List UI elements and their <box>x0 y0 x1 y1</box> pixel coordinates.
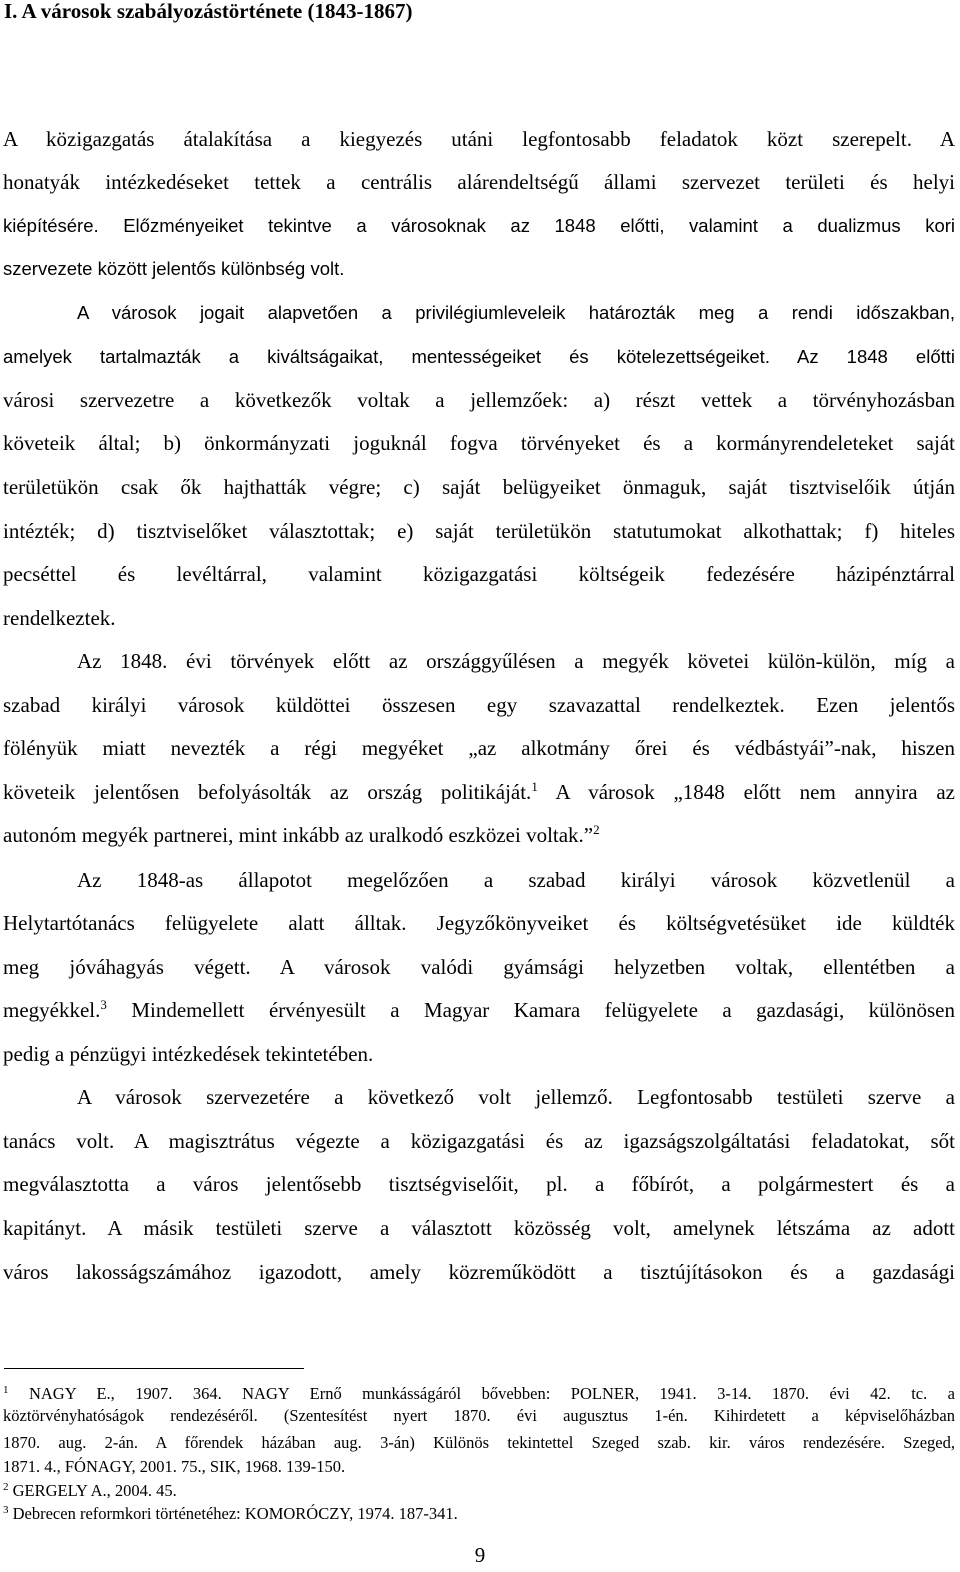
body-line: fölényük miatt nevezték a régi megyéket „az alkotmány őrei és védbástyái”-nak, hiszen <box>3 736 955 760</box>
body-line: Az 1848-as állapotot megelőzően a szabad királyi városok közvetlenül a <box>77 868 955 892</box>
body-line: kiépítésére. Előzményeiket tekintve a városoknak az 1848 előtti, valamint a dualizmus kori <box>3 215 955 236</box>
body-text: autonóm megyék partnerei, mint inkább az uralkodó eszközei voltak.” <box>3 823 594 847</box>
footnote-ref[interactable]: 3 <box>100 997 107 1012</box>
footnote <box>3 1383 955 1405</box>
body-line: szabad királyi városok küldöttei összesen egy szavazattal rendelkeztek. Ezen jelentős <box>3 693 955 717</box>
footnote: 1870. aug. 2-án. A főrendek házában aug. 3-án) Különös tekintettel Szeged szab. kir. város rendezésére. Szeged, <box>3 1433 955 1452</box>
body-line: honatyák intézkedéseket tettek a centrális alárendeltségű állami szervezet területi és helyi <box>3 170 955 194</box>
footnote-separator <box>4 1368 304 1369</box>
body-line: követeik által; b) önkormányzati joguknál fogva törvényeket és a kormányrendeleteket saját <box>3 431 955 455</box>
chapter-heading: I. A városok szabályozástörténete (1843-1867) <box>4 0 413 23</box>
body-text: követeik jelentősen befolyásolták az ország politikáját. <box>3 780 532 804</box>
footnote <box>3 1480 955 1502</box>
body-line: A városok szervezetére a következő volt jellemző. Legfontosabb testületi szerve a <box>77 1085 955 1109</box>
footnote-ref[interactable]: 2 <box>593 822 600 837</box>
body-line <box>3 995 955 1025</box>
body-line: amelyek tartalmazták a kiváltságaikat, mentességeiket és kötelezettségeiket. Az 1848 előtti <box>3 346 955 367</box>
body-line: tanács volt. A magisztrátus végezte a közigazgatási és az igazságszolgáltatási feladatokat, sőt <box>3 1129 955 1153</box>
body-line: A közigazgatás átalakítása a kiegyezés utáni legfontosabb feladatok közt szerepelt. A <box>3 127 955 151</box>
body-line: meg jóváhagyás végett. A városok valódi gyámsági helyzetben voltak, ellentétben a <box>3 955 955 979</box>
footnote: köztörvényhatóságok rendezéséről. (Szentesítést nyert 1870. évi augusztus 1-én. Kihirdetett a képviselőházban <box>3 1406 955 1425</box>
body-line: szervezete között jelentős különbség volt. <box>3 258 345 279</box>
body-line: intézték; d) tisztviselőket választottak; e) saját területükön statutumokat alkothattak; f) hiteles <box>3 519 955 543</box>
footnote: 1871. 4., FÓNAGY, 2001. 75., SIK, 1968. 139-150. <box>3 1457 346 1476</box>
body-line: kapitányt. A másik testületi szerve a választott közösség volt, amelynek létszáma az adott <box>3 1216 955 1240</box>
body-line: Helytartótanács felügyelete alatt álltak. Jegyzőkönyveiket és költségvetésüket ide küldték <box>3 911 955 935</box>
body-line: város lakosságszámához igazodott, amely közreműködött a tisztújításokon és a gazdasági <box>3 1260 955 1284</box>
footnote-number: 1 <box>3 1384 9 1396</box>
body-line: A városok jogait alapvetően a privilégiumleveleik határozták meg a rendi időszakban, <box>77 302 955 323</box>
body-line: pecséttel és levéltárral, valamint közigazgatási költségeik fedezésére házipénztárral <box>3 562 955 586</box>
body-line <box>3 820 955 850</box>
body-text: megyékkel. <box>3 998 101 1022</box>
body-line <box>3 777 955 807</box>
body-line: pedig a pénzügyi intézkedések tekintetében. <box>3 1042 374 1066</box>
body-line: városi szervezetre a következők voltak a jellemzőek: a) részt vettek a törvényhozásban <box>3 388 955 412</box>
footnote-number: 2 <box>3 1481 9 1493</box>
body-text: A városok „1848 előtt nem annyira az <box>555 780 955 804</box>
footnote-text: Debrecen reformkori történetéhez: KOMORÓCZY, 1974. 187-341. <box>12 1504 458 1523</box>
footnote <box>3 1503 955 1525</box>
body-line: Az 1848. évi törvények előtt az országgyűlésen a megyék követei külön-külön, míg a <box>77 649 955 673</box>
body-line: rendelkeztek. <box>3 606 116 630</box>
footnote-text: GERGELY A., 2004. 45. <box>12 1481 177 1500</box>
body-text: Mindemellett érvényesült a Magyar Kamara felügyelete a gazdasági, különösen <box>131 998 956 1022</box>
body-line: területükön csak ők hajthatták végre; c) saját belügyeiket önmaguk, saját tisztviselőik útján <box>3 475 955 499</box>
footnote-ref[interactable]: 1 <box>531 779 538 794</box>
page-number: 9 <box>474 1543 486 1567</box>
body-line: megválasztotta a város jelentősebb tisztségviselőit, pl. a főbírót, a polgármestert és a <box>3 1172 955 1196</box>
footnote-text: NAGY E., 1907. 364. NAGY Ernő munkásságáról bővebben: POLNER, 1941. 3-14. 1870. évi 42. tc. a <box>28 1384 956 1403</box>
footnote-number: 3 <box>3 1504 9 1516</box>
